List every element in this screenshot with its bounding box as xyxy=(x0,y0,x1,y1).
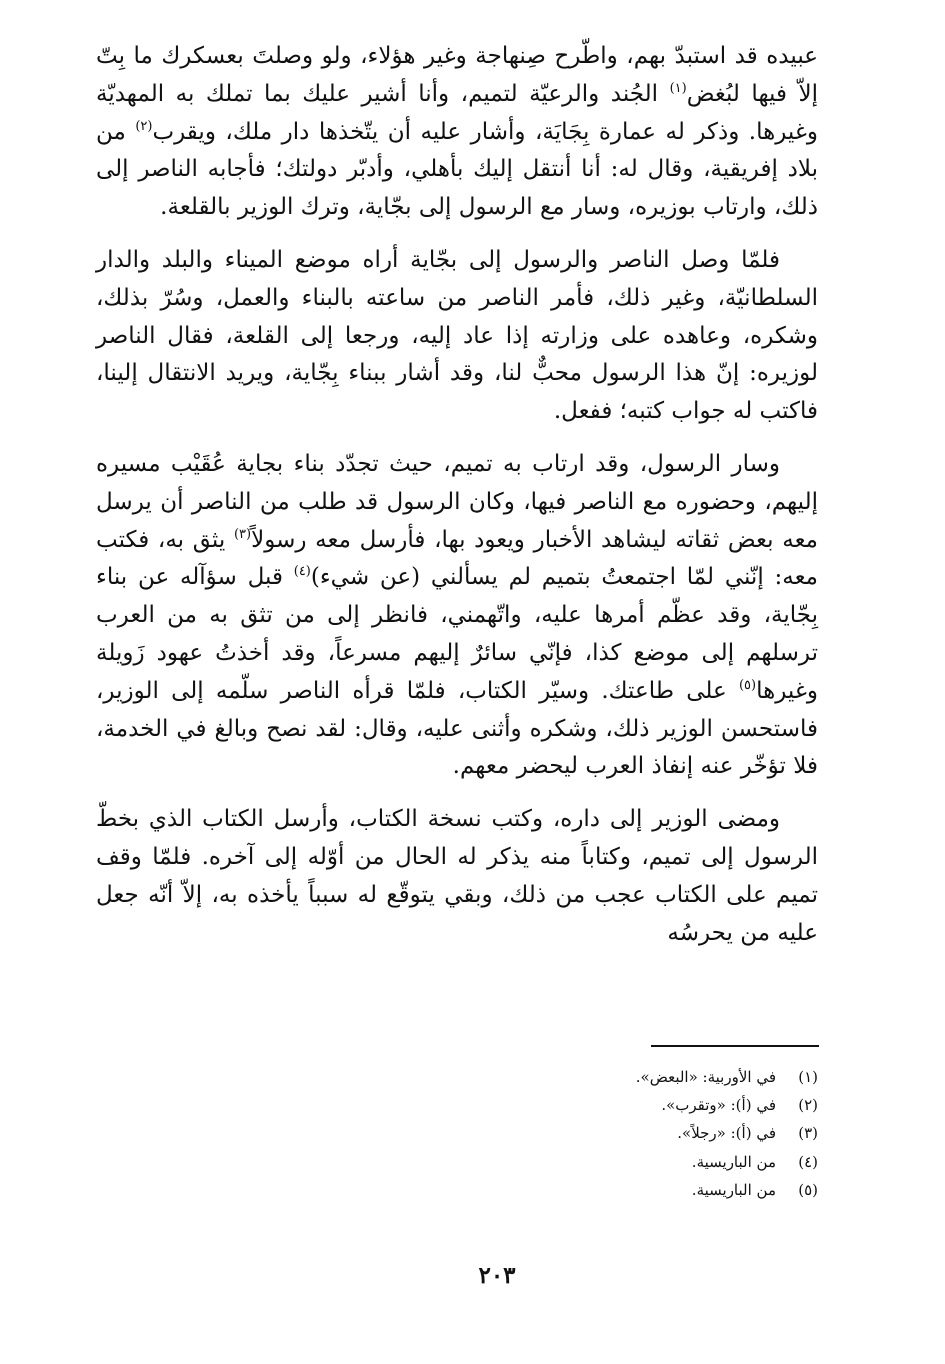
paragraph-1-part-a: عبيده قد استبدّ بهم، واطّرح صِنهاجة وغير هؤلاء، ولو وصلتَ بعسكرك ما بِتّ إلاّ فيها لبُغض xyxy=(96,43,818,107)
footnote-ref-1: (١) xyxy=(669,80,687,96)
page-number: ٢٠٣ xyxy=(478,1262,516,1289)
paragraph-1 xyxy=(96,38,818,227)
footnotes xyxy=(430,1063,818,1204)
paragraph-1-part-c: من بلاد إفريقية، وقال له: أنا أنتقل إليك بأهلي، وأدبّر دولتك؛ فأجابه الناصر إلى ذلك، وارتاب بوزيره، وسار مع الرسول إلى بجّاية، وترك الوزير بالقلعة. xyxy=(96,118,818,221)
footnote-ref-4: (٤) xyxy=(293,564,311,580)
paragraph-3-part-c: قبل سؤآله عن بناء بِجّاية، وقد عظّم أمرها عليه، واتّهمني، فانظر إلى من تثق به من العرب ترسلهم إلى موضع كذا، فإنّي سائرٌ إليهم مسرعاً، وقد أخذتُ عهود زَويلة وغيرها xyxy=(96,564,818,704)
page-body xyxy=(96,38,818,967)
paragraph-3-part-a: وسار الرسول، وقد ارتاب به تميم، حيث تجدّد بناء بجاية عُقَيْب مسيره إليهم، وحضوره مع الناصر فيها، وكان الرسول قد طلب من الناصر أن يرسل معه بعض ثقاته ليشاهد الأخبار ويعود بها، فأرسل معه رسولاً xyxy=(96,450,818,553)
footnote-item xyxy=(430,1063,818,1091)
footnote-number: (٤) xyxy=(798,1152,818,1171)
footnote-text: في الأوربية: «البعض». xyxy=(635,1068,776,1086)
footnote-text: في (أ): «رجلاً». xyxy=(677,1124,776,1143)
paragraph-2: فلمّا وصل الناصر والرسول إلى بجّاية أراه موضع الميناء والبلد والدار السلطانيّة، وغير ذلك، فأمر الناصر من ساعته بالبناء والعمل، وسُرّ بذلك، وشكره، وعاهده على وزارته إذا عاد إليه، ورجعا إلى القلعة، فقال الناصر لوزيره: إنّ هذا الرسول محبٌّ لنا، وقد أشار ببناء بِجّاية، ويريد الانتقال إلينا، فاكتب له جواب كتبه؛ ففعل. xyxy=(96,246,818,425)
footnote-number: (١) xyxy=(798,1068,818,1086)
footnote-text: من الباريسية. xyxy=(691,1180,776,1199)
footnote-item xyxy=(430,1091,818,1119)
footnote-ref-2: (٢) xyxy=(135,118,153,134)
footnote-number: (٢) xyxy=(798,1096,818,1115)
footnote-text: من الباريسية. xyxy=(691,1152,776,1171)
footnote-item xyxy=(430,1148,818,1176)
footnote-ref-5: (٥) xyxy=(738,677,757,693)
footnote-separator xyxy=(651,1045,819,1047)
paragraph-3-part-d: على طاعتك. وسيّر الكتاب، فلمّا قرأه الناصر سلّمه إلى الوزير، فاستحسن الوزير ذلك، وشكره وأثنى عليه، وقال: لقد نصح وبالغ في الخدمة، فلا تؤخّر عنه إنفاذ العرب ليحضر معهم. xyxy=(96,677,818,780)
footnote-item xyxy=(430,1176,818,1204)
paragraph-1-part-b: الجُند والرعيّة لتميم، وأنا أشير عليك بما تملك به المهديّة وغيرها. وذكر له عمارة بِجَايَة، وأشار عليه أن يتّخذها دار ملك، ويقرب xyxy=(96,80,818,145)
paragraph-3-part-b: يثق به، فكتب معه: إنّني لمّا اجتمعتُ بتميم لم يسألني (عن شيء) xyxy=(96,526,818,591)
footnote-item xyxy=(430,1119,818,1147)
footnote-number: (٣) xyxy=(798,1124,818,1143)
paragraph-3 xyxy=(96,446,818,786)
footnote-number: (٥) xyxy=(798,1180,818,1199)
footnote-text: في (أ): «وتقرب». xyxy=(661,1096,776,1115)
paragraph-4: ومضى الوزير إلى داره، وكتب نسخة الكتاب، وأرسل الكتاب الذي بخطّ الرسول إلى تميم، وكتاباً منه يذكر له الحال من أوّله إلى آخره. فلمّا وقف تميم على الكتاب عجب من ذلك، وبقي يتوقّع له سبباً يأخذه به، إلاّ أنّه جعل عليه من يحرسُه xyxy=(96,806,818,946)
footnote-ref-3: (٣) xyxy=(233,526,252,542)
